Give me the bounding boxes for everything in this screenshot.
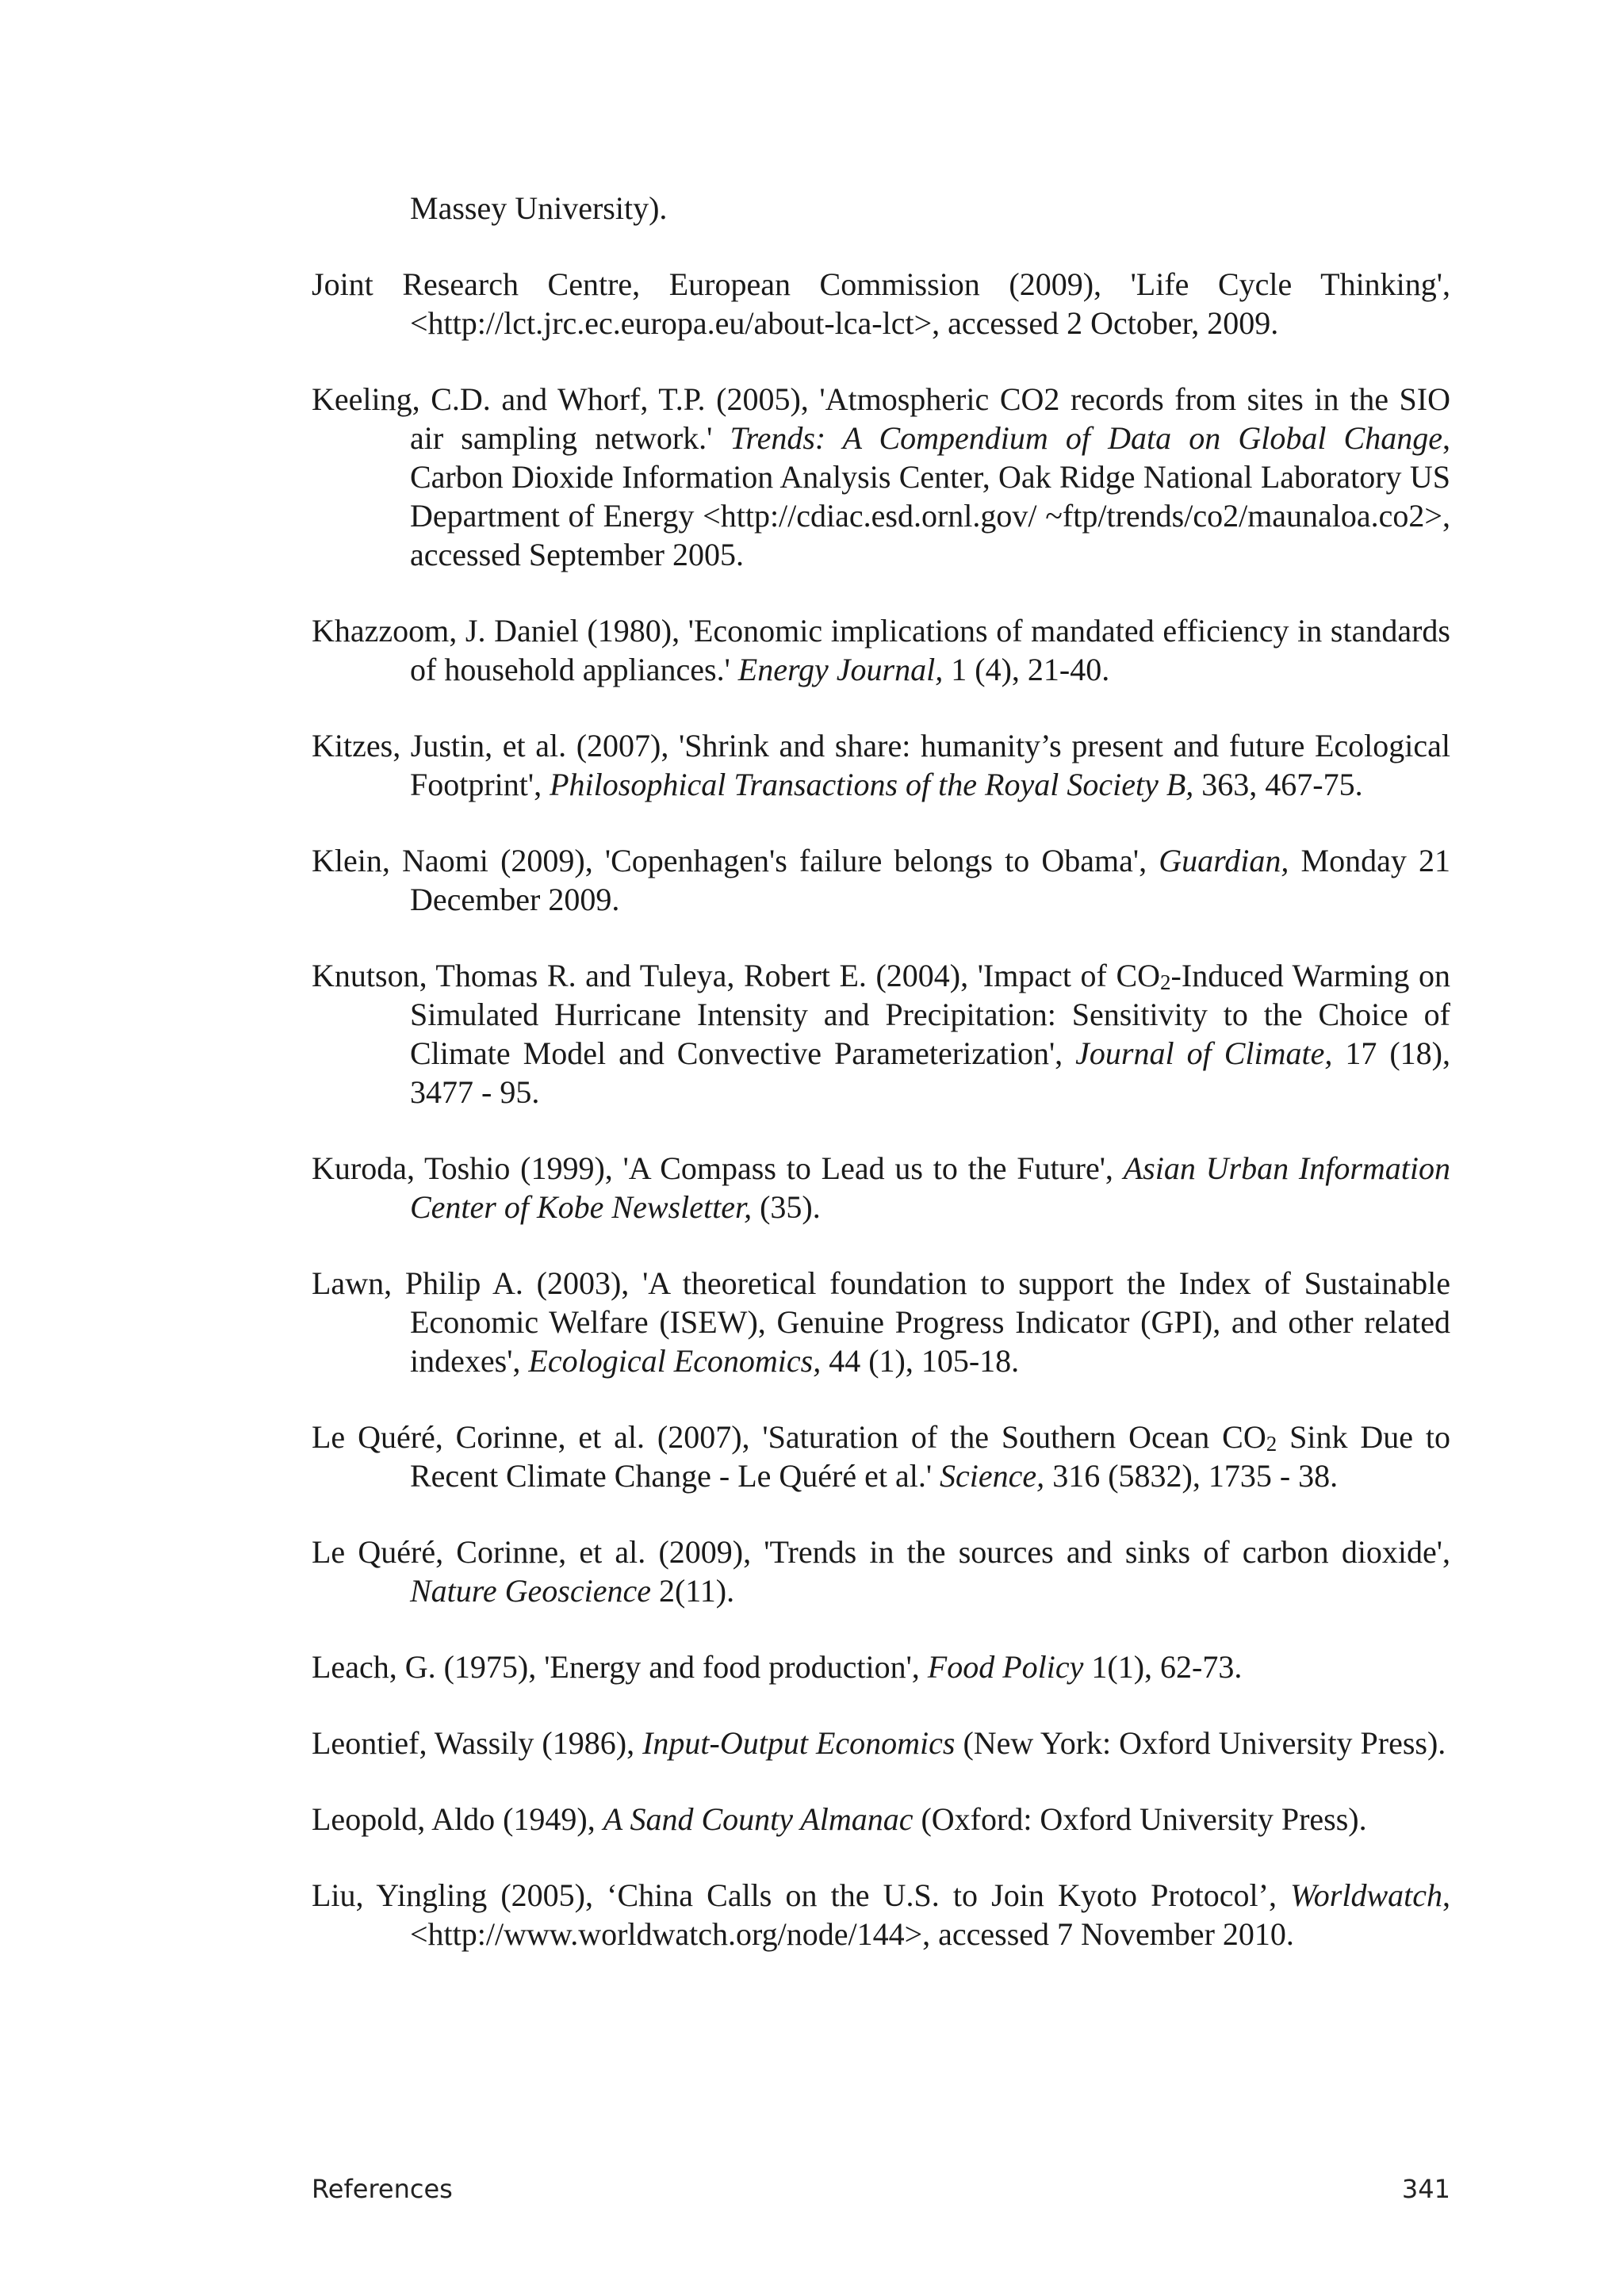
reference-title-italic: Worldwatch (1290, 1877, 1442, 1913)
reference-entry (312, 1149, 1450, 1226)
reference-text: -Induced Warming on Simulated Hurricane Intensity and Precipitation: Sensitivity to the Choice of Climate Model and Convective Parameterization', (410, 958, 1450, 1071)
reference-text: Klein, Naomi (2009), 'Copenhagen's failure belongs to Obama', (312, 843, 1159, 878)
reference-text: Leontief, Wassily (1986), (312, 1725, 643, 1761)
reference-text: Lawn, Philip A. (2003), 'A theoretical foundation to support the Index of Sustainable Economic Welfare (ISEW), Genuine Progress Indicator (GPI), and other related indexes', (312, 1265, 1450, 1379)
reference-text: Leopold, Aldo (1949), (312, 1801, 603, 1837)
footer-section-title: References (312, 2174, 453, 2204)
reference-title-italic: A Sand County Almanac (603, 1801, 914, 1837)
subscript: 2 (1160, 970, 1171, 994)
reference-entry (312, 1647, 1450, 1686)
reference-text: (New York: Oxford University Press). (955, 1725, 1446, 1761)
reference-title-italic: Asian Urban Information Center of Kobe Newsletter, (410, 1150, 1450, 1225)
reference-text: Khazzoom, J. Daniel (1980), 'Economic implications of mandated efficiency in standards of household appliances.' (312, 613, 1450, 687)
reference-text: 1(1), 62-73. (1083, 1649, 1243, 1685)
reference-text: Leach, G. (1975), 'Energy and food production', (312, 1649, 928, 1685)
reference-text: , Carbon Dioxide Information Analysis Center, Oak Ridge National Laboratory US Department of Energy <http://cdiac.esd.ornl.gov/ ~ftp/trends/co2/maunaloa.co2>, accessed September 2005. (410, 420, 1450, 572)
reference-text: Joint Research Centre, European Commission (2009), 'Life Cycle Thinking', <http://lct.jrc.ec.europa.eu/about-lca-lct>, accessed 2 October, 2009. (312, 266, 1450, 341)
reference-text: Kitzes, Justin, et al. (2007), 'Shrink and share: humanity’s present and future Ecological Footprint', (312, 728, 1450, 802)
reference-text: 1 (4), 21-40. (943, 652, 1110, 687)
reference-text: Monday 21 December 2009. (410, 843, 1450, 917)
reference-text: (35). (752, 1189, 821, 1225)
reference-entry (312, 1724, 1450, 1762)
reference-title-italic: Science, (940, 1458, 1045, 1494)
reference-title-italic: Ecological Economics, (528, 1343, 822, 1379)
reference-title-italic: Energy Journal, (737, 652, 944, 687)
reference-entry (312, 726, 1450, 804)
reference-entry (312, 1800, 1450, 1839)
reference-entry (312, 1418, 1450, 1495)
reference-text: (Oxford: Oxford University Press). (913, 1801, 1367, 1837)
reference-text: Sink Due to Recent Climate Change - Le Quéré et al.' (410, 1419, 1450, 1494)
reference-entry (312, 841, 1450, 919)
reference-entry (312, 956, 1450, 1112)
reference-entry (312, 1876, 1450, 1954)
reference-text: 2(11). (650, 1573, 735, 1609)
reference-text: Le Quéré, Corinne, et al. (2009), 'Trends in the sources and sinks of carbon dioxide', (312, 1534, 1450, 1570)
reference-text: Knutson, Thomas R. and Tuleya, Robert E. (2004), 'Impact of CO (312, 958, 1161, 993)
reference-title-italic: Nature Geoscience (410, 1573, 651, 1609)
reference-title-italic: Guardian, (1159, 843, 1289, 878)
reference-text: Le Quéré, Corinne, et al. (2007), 'Saturation of the Southern Ocean CO (312, 1419, 1266, 1455)
reference-title-italic: Trends: A Compendium of Data on Global Change (730, 420, 1442, 456)
reference-text: 17 (18), 3477 - 95. (410, 1035, 1450, 1110)
reference-text: 316 (5832), 1735 - 38. (1044, 1458, 1339, 1494)
subscript: 2 (1266, 1432, 1277, 1456)
reference-text: 363, 467-75. (1193, 767, 1363, 802)
reference-text: Kuroda, Toshio (1999), 'A Compass to Lead us to the Future', (312, 1150, 1124, 1186)
reference-text: 44 (1), 105-18. (821, 1343, 1020, 1379)
reference-text: , <http://www.worldwatch.org/node/144>, accessed 7 November 2010. (410, 1877, 1450, 1952)
reference-text: Keeling, C.D. and Whorf, T.P. (2005), 'Atmospheric CO2 records from sites in the SIO air sampling network.' (312, 381, 1450, 456)
reference-entry (312, 1264, 1450, 1380)
reference-title-italic: Food Policy (927, 1649, 1084, 1685)
reference-text: Liu, Yingling (2005), ‘China Calls on the U.S. to Join Kyoto Protocol’, (312, 1877, 1291, 1913)
reference-title-italic: Journal of Climate, (1075, 1035, 1333, 1071)
reference-list (312, 189, 1450, 1991)
reference-entry (312, 189, 1450, 228)
reference-entry (312, 380, 1450, 574)
reference-text: Massey University). (410, 190, 668, 226)
page-number: 341 (1401, 2174, 1450, 2204)
reference-entry (312, 265, 1450, 342)
reference-title-italic: Input-Output Economics (642, 1725, 956, 1761)
reference-title-italic: Philosophical Transactions of the Royal Society B, (550, 767, 1194, 802)
reference-entry (312, 611, 1450, 689)
reference-entry (312, 1533, 1450, 1610)
